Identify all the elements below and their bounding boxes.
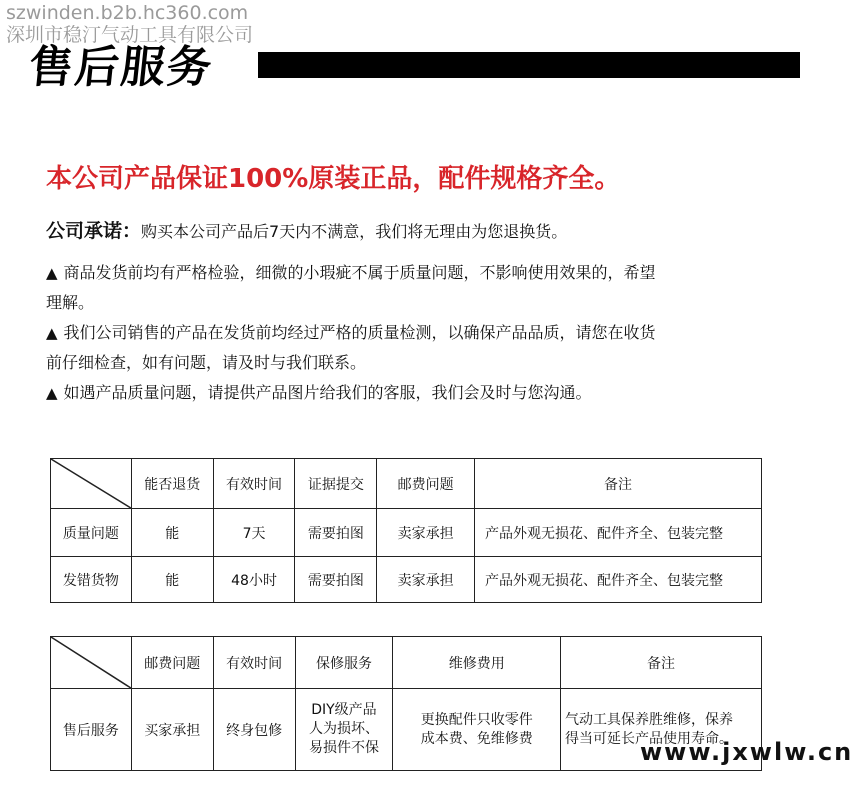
table-cell: 48小时	[213, 557, 295, 603]
row-label: 发错货物	[51, 557, 132, 603]
header-cell: 有效时间	[213, 637, 295, 689]
note-text: 商品发货前均有严格检验，细微的小瑕疵不属于质量问题，不影响使用效果的，希望	[63, 263, 656, 282]
cost-cell	[393, 689, 561, 771]
company-promise	[46, 218, 567, 245]
header-cell: 能否退货	[131, 459, 213, 509]
cell-line: 易损件不保	[308, 740, 379, 756]
note-item	[46, 258, 776, 318]
header-cell: 邮费问题	[377, 459, 475, 509]
notes-list	[46, 258, 776, 408]
note-text: 前仔细检查，如有问题，请及时与我们联系。	[46, 353, 367, 372]
triangle-icon: ▲	[46, 264, 58, 282]
diagonal-header-cell	[51, 459, 132, 509]
note-item	[46, 378, 776, 408]
header-cell: 备注	[561, 637, 762, 689]
triangle-icon: ▲	[46, 324, 58, 342]
cell-line: 得当可延长产品使用寿命。	[565, 730, 734, 747]
table-cell: 卖家承担	[377, 509, 475, 557]
note-text: 如遇产品质量问题，请提供产品图片给我们的客服，我们会及时与您沟通。	[63, 383, 592, 402]
header-cell: 有效时间	[213, 459, 295, 509]
cell-line: DIY级产品	[311, 702, 377, 718]
table-cell: 买家承担	[131, 689, 213, 771]
header-cell: 邮费问题	[131, 637, 213, 689]
table-cell: 能	[131, 557, 213, 603]
row-label: 质量问题	[51, 509, 132, 557]
watermark-bottom-right: www.jxwlw.cn	[640, 738, 853, 766]
note-item	[46, 318, 776, 378]
return-policy-table	[50, 458, 762, 603]
header-cell: 保修服务	[295, 637, 393, 689]
table-cell: 卖家承担	[377, 557, 475, 603]
headline: 本公司产品保证100%原装正品，配件规格齐全。	[46, 164, 621, 194]
header-cell: 证据提交	[295, 459, 377, 509]
table-header-row	[51, 637, 762, 689]
cell-line: 更换配件只收零件	[420, 711, 533, 728]
cell-line: 气动工具保养胜维修，保养	[565, 711, 734, 728]
triangle-icon: ▲	[46, 384, 58, 402]
diagonal-header-cell	[51, 637, 132, 689]
watermark-url: szwinden.b2b.hc360.com	[6, 2, 249, 24]
table-cell: 7天	[213, 509, 295, 557]
header-cell: 维修费用	[393, 637, 561, 689]
cell-line: 成本费、免维修费	[420, 730, 533, 747]
promise-text: 购买本公司产品后7天内不满意，我们将无理由为您退换货。	[141, 222, 568, 241]
table-cell: 终身包修	[213, 689, 295, 771]
table-cell: 产品外观无损花、配件齐全、包装完整	[475, 557, 762, 603]
table-cell: 产品外观无损花、配件齐全、包装完整	[475, 509, 762, 557]
warranty-cell	[295, 689, 393, 771]
table-cell: 需要拍图	[295, 557, 377, 603]
watermark-company: 深圳市稳汀气动工具有限公司	[6, 24, 254, 46]
note-text: 理解。	[46, 293, 95, 312]
table-header-row	[51, 459, 762, 509]
header-cell: 备注	[475, 459, 762, 509]
table-cell: 能	[131, 509, 213, 557]
promise-label: 公司承诺：	[46, 220, 142, 242]
note-text: 我们公司销售的产品在发货前均经过严格的质量检测，以确保产品品质，请您在收货	[63, 323, 656, 342]
table-row	[51, 557, 762, 603]
table-row	[51, 509, 762, 557]
table-cell: 需要拍图	[295, 509, 377, 557]
header-bar	[258, 52, 800, 78]
row-label: 售后服务	[51, 689, 132, 771]
page-title: 售后服务	[26, 42, 216, 93]
cell-line: 人为损坏、	[308, 721, 379, 737]
